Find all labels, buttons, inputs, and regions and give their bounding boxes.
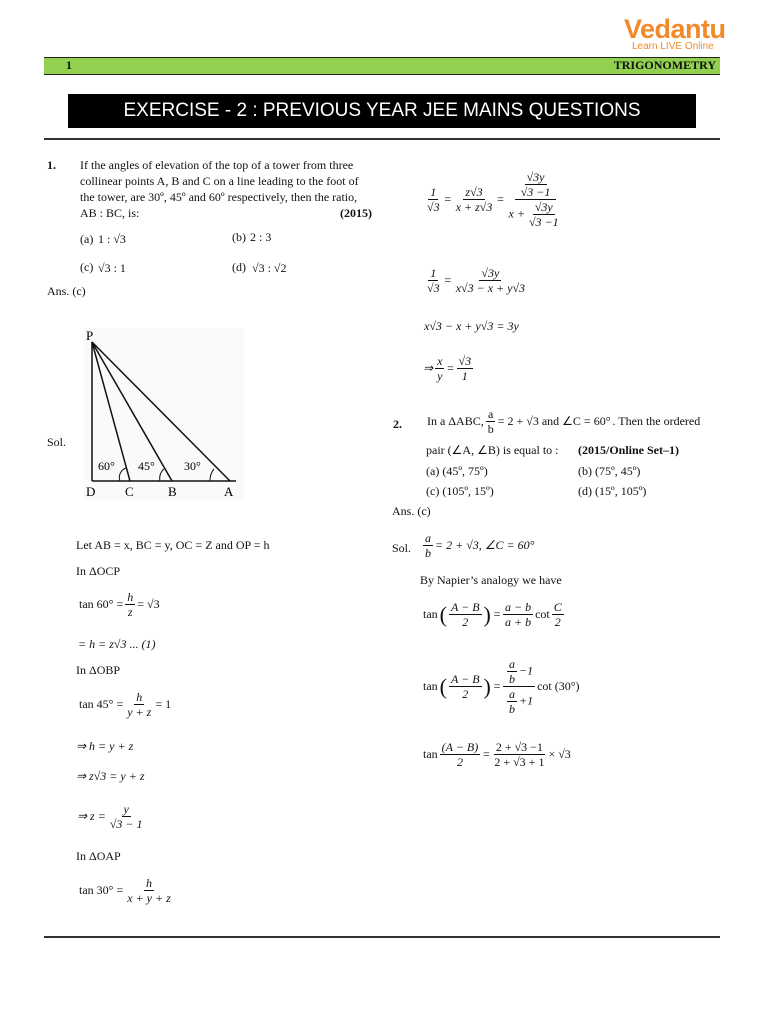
q1-line: If the angles of elevation of the top of a tower from three <box>80 158 354 172</box>
sol1-eq4: ⇒ h = y + z <box>76 739 134 753</box>
angle-label-45: 45° <box>138 459 155 473</box>
label-a: A <box>224 484 234 499</box>
top-rule <box>44 138 720 140</box>
q1-line: the tower, are 30º, 45º and 60º respectively, then the ratio, <box>80 190 358 204</box>
brand-tagline: Learn LIVE Online <box>632 41 714 52</box>
q1-option-b: 2 : 3 <box>250 230 272 244</box>
q1-option-c-label: (c) <box>80 260 94 274</box>
q1-option-d: √3 : √2 <box>252 261 287 275</box>
label-p: P <box>86 328 94 343</box>
sol1-in-ocp: In ΔOCP <box>76 564 121 578</box>
sol1-let: Let AB = x, BC = y, OC = Z and OP = h <box>76 538 270 552</box>
angle-label-60: 60° <box>98 459 115 473</box>
page-number: 1 <box>66 58 72 72</box>
q2-option-b: (b) (75º, 45º) <box>578 464 641 478</box>
q1-option-a: 1 : √3 <box>98 232 126 246</box>
q1-option-c: √3 : 1 <box>98 261 126 275</box>
q2-line1: In a ΔABC, $\frac{a}{b}$ = 2 + √3 and ∠C = 60° . Then the ordered <box>427 407 701 436</box>
q2-year: (2015/Online Set–1) <box>578 443 679 457</box>
q2-option-a: (a) (45º, 75º) <box>426 464 488 478</box>
q1-option-a-label: (a) <box>80 232 94 246</box>
sol1-in-obp: In ΔOBP <box>76 663 121 677</box>
sol1-eq5: ⇒ z√3 = y + z <box>76 769 145 783</box>
q1-number: 1. <box>47 158 56 172</box>
angle-label-30: 30° <box>184 459 201 473</box>
q2-option-d: (d) (15º, 105º) <box>578 484 647 498</box>
sol1-eq1: tan 60° = $\frac{h}{z}$ = √3 <box>79 590 160 619</box>
bottom-rule <box>44 936 720 938</box>
sol1-eq2: = h = z√3 ... (1) <box>78 637 156 651</box>
label-c: C <box>125 484 134 499</box>
sol1-eq7: tan 30° = $\frac{h}{x + y + z}$ <box>79 876 171 905</box>
q1-year: (2015) <box>340 206 372 220</box>
sol1-right-eq2: $\frac{1}{√3}$ = $\frac{√3y}{x√3 - x + y√3}$ <box>427 266 526 295</box>
subject-title: TRIGONOMETRY <box>613 58 716 72</box>
q1-line: AB : BC, is: <box>80 206 140 220</box>
q1-answer: Ans. (c) <box>47 284 86 298</box>
q2-napier: By Napier’s analogy we have <box>420 573 562 587</box>
q1-option-d-label: (d) <box>232 260 246 274</box>
q2-answer: Ans. (c) <box>392 504 431 518</box>
q2-option-c: (c) (105º, 15º) <box>426 484 494 498</box>
q2-sol-eq: $\frac{a}{b}$ = 2 + √3, ∠C = 60° <box>425 531 535 560</box>
tower-diagram <box>84 328 244 500</box>
q1-option-b-label: (b) <box>232 230 246 244</box>
q2-number: 2. <box>393 417 402 431</box>
q2-napier-eq1: tan ( $\frac{A - B}{2}$ ) = $\frac{a - b}{a + b}$ cot $\frac{C}{2}$ <box>423 600 562 629</box>
brand-logo: Vedantu <box>624 14 726 44</box>
q2-sol-label: Sol. <box>392 541 412 555</box>
q2-napier-eq3: tan $\frac{(A - B)}{2}$ = $\frac{2 + √3 -1}{2 + √3 + 1}$ × √3 <box>423 740 571 769</box>
exercise-title: EXERCISE - 2 : PREVIOUS YEAR JEE MAINS QUESTIONS <box>123 100 641 121</box>
label-b: B <box>168 484 177 499</box>
q1-sol-label: Sol. <box>47 435 67 449</box>
q2-napier-eq2: tan ( $\frac{A - B}{2}$ ) = $\frac{a}{b}$ −1 $\frac{a}{b}$ +1 cot (30°) <box>423 657 580 716</box>
sol1-right-eq1: $\frac{1}{√3}$ = $\frac{z√3}{x + z√3}$ = $\frac{√3y}{√3 -1}$ x + $\frac{√3y}{√3 -1}$ <box>427 170 559 229</box>
label-d: D <box>86 484 96 499</box>
sol1-right-eq3: x√3 − x + y√3 = 3y <box>424 319 519 333</box>
sol1-eq3: tan 45° = $\frac{h}{y + z}$ = 1 <box>79 690 172 719</box>
sol1-in-oap: In ΔOAP <box>76 849 121 863</box>
sol1-right-eq4: ⇒ $\frac{x}{y}$ = $\frac{√3}{1}$ <box>423 354 472 383</box>
sol1-eq6: ⇒ z = $\frac{y}{√3 - 1}$ <box>77 802 143 831</box>
q1-line: collinear points A, B and C on a line leading to the foot of <box>80 174 359 188</box>
q2-line2: pair (∠A, ∠B) is equal to : <box>426 443 559 457</box>
